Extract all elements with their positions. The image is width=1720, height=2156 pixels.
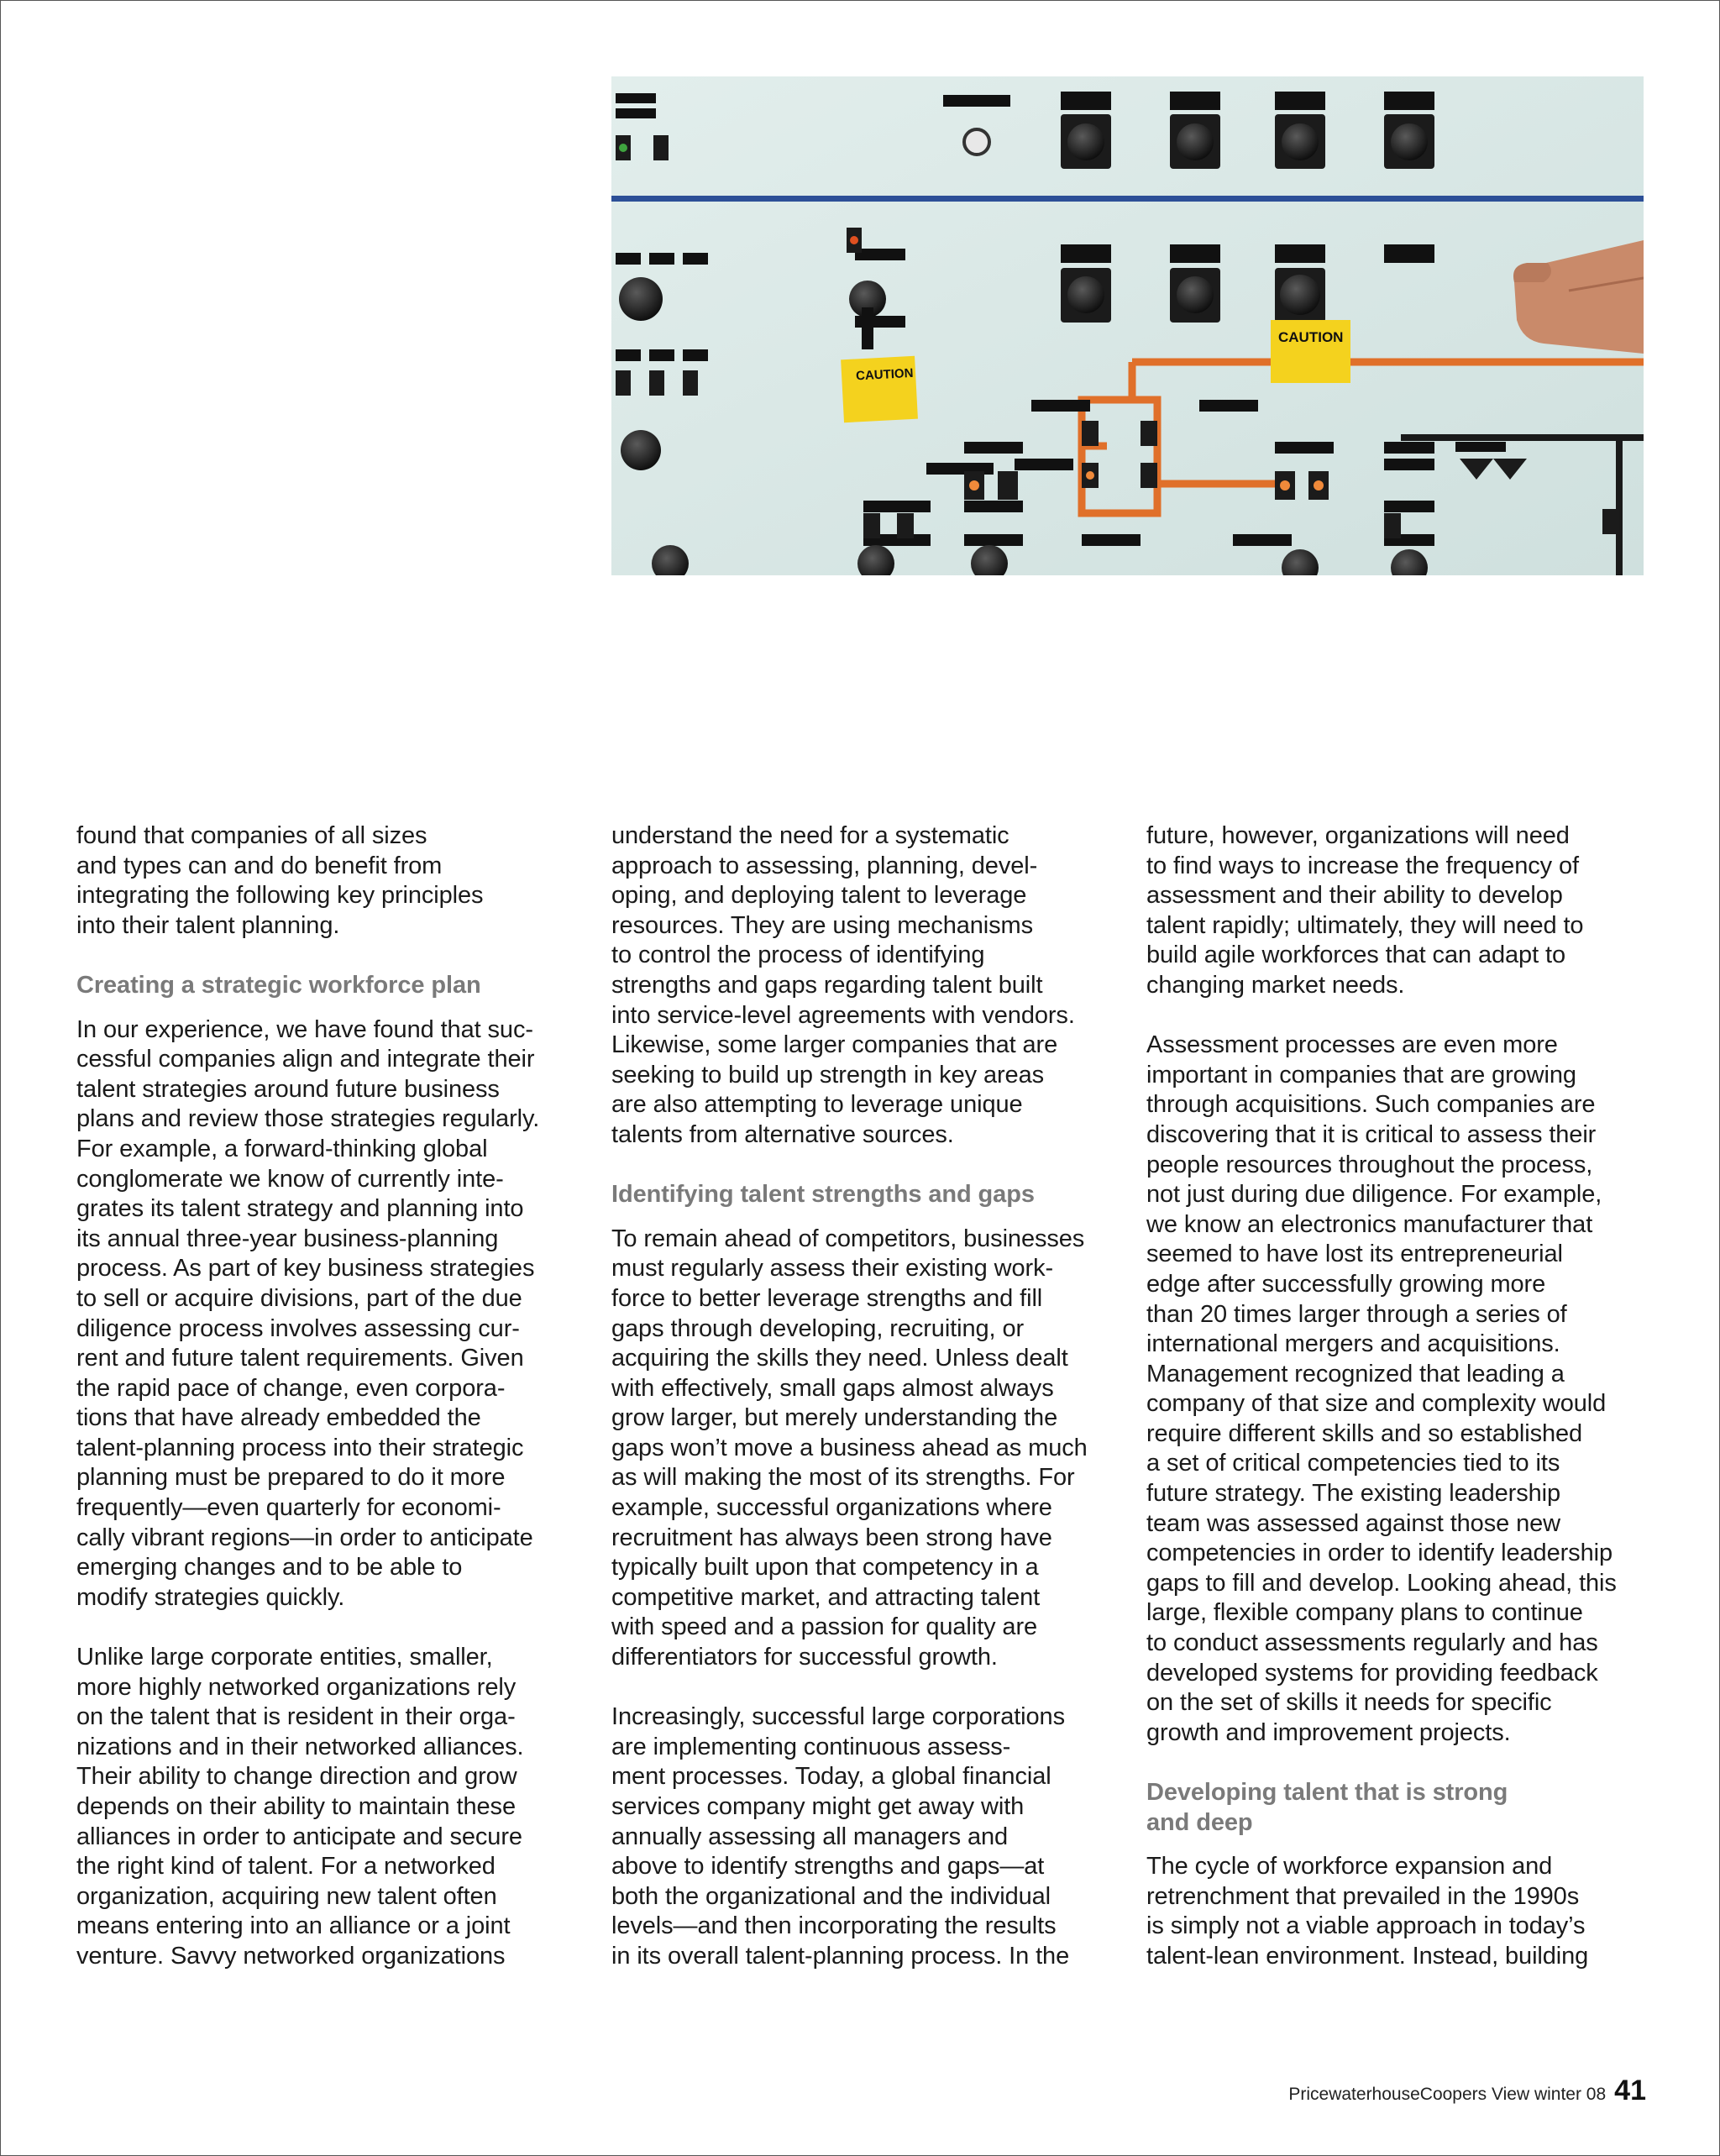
text-line: in its overall talent-planning process. In the — [611, 1942, 1070, 1970]
text-line: differentiators for successful growth. — [611, 1644, 998, 1671]
text-line: ment processes. Today, a global financial — [611, 1763, 1051, 1791]
text-line: venture. Savvy networked organizations — [76, 1942, 506, 1970]
text-line: discovering that it is critical to assess their — [1146, 1120, 1597, 1148]
text-column-1 — [76, 821, 580, 1972]
text-line: found that companies of all sizes — [76, 822, 427, 849]
text-line: cessful companies align and integrate their — [76, 1046, 535, 1073]
text-line: developed systems for providing feedback — [1146, 1659, 1598, 1687]
text-line: through acquisitions. Such companies are — [1146, 1091, 1596, 1119]
text-line: acquiring the skills they need. Unless dealt — [611, 1345, 1068, 1372]
text-line: example, successful organizations where — [611, 1494, 1052, 1522]
text-line: gaps to fill and develop. Looking ahead, this — [1146, 1569, 1617, 1597]
text-line: gaps through developing, recruiting, or — [611, 1314, 1025, 1342]
text-line: approach to assessing, planning, devel- — [611, 852, 1038, 879]
paragraph — [76, 1643, 580, 1972]
paragraph — [1146, 1852, 1650, 1971]
text-line: international mergers and acquisitions. — [1146, 1330, 1560, 1358]
paragraph — [76, 1015, 580, 1613]
text-line: Increasingly, successful large corporations — [611, 1703, 1065, 1731]
text-line: team was assessed against those new — [1146, 1509, 1560, 1537]
text-line: organization, acquiring new talent often — [76, 1882, 497, 1910]
text-line: both the organizational and the individual — [611, 1882, 1051, 1910]
heading-line: and deep — [1146, 1808, 1253, 1836]
text-line: cally vibrant regions—in order to anticipate — [76, 1524, 533, 1551]
text-line: with speed and a passion for quality are — [611, 1613, 1038, 1641]
text-line: means entering into an alliance or a joint — [76, 1912, 511, 1940]
text-line: gaps won’t move a business ahead as much — [611, 1434, 1088, 1461]
text-line: diligence process involves assessing cur- — [76, 1314, 520, 1342]
text-line: process. As part of key business strategies — [76, 1255, 535, 1283]
text-line: growth and improvement projects. — [1146, 1718, 1511, 1746]
text-column-2 — [611, 821, 1115, 1972]
text-line: assessment and their ability to develop — [1146, 882, 1563, 910]
text-line: The cycle of workforce expansion and — [1146, 1853, 1553, 1881]
text-line: Their ability to change direction and grow — [76, 1763, 517, 1791]
section-heading: Identifying talent strengths and gaps — [611, 1181, 1035, 1209]
text-line: are implementing continuous assess- — [611, 1733, 1011, 1760]
text-line: than 20 times larger through a series of — [1146, 1300, 1567, 1328]
text-line: seemed to have lost its entrepreneurial — [1146, 1241, 1563, 1268]
text-line: into service-level agreements with vendors. — [611, 1001, 1075, 1029]
text-line: to conduct assessments regularly and has — [1146, 1629, 1598, 1657]
text-line: typically built upon that competency in a — [611, 1554, 1039, 1582]
section-heading — [1146, 1778, 1650, 1838]
paragraph — [611, 1225, 1115, 1673]
text-line: future, however, organizations will need — [1146, 822, 1570, 849]
text-line: not just during due diligence. For example, — [1146, 1181, 1602, 1209]
text-line: talent strategies around future business — [76, 1075, 500, 1103]
text-line: as will making the most of its strengths. For — [611, 1464, 1075, 1492]
paragraph — [76, 821, 580, 941]
paragraph — [1146, 821, 1650, 1001]
text-line: integrating the following key principles — [76, 882, 484, 910]
text-line: must regularly assess their existing work- — [611, 1255, 1054, 1283]
text-line: Likewise, some larger companies that are — [611, 1031, 1058, 1059]
control-panel-photo — [611, 76, 1644, 575]
text-line: competencies in order to identify leadership — [1146, 1540, 1612, 1567]
text-line: more highly networked organizations rely — [76, 1673, 517, 1701]
text-line: rent and future talent requirements. Given — [76, 1345, 524, 1372]
text-line: talents from alternative sources. — [611, 1120, 954, 1148]
text-line: For example, a forward-thinking global — [76, 1135, 488, 1162]
text-line: grow larger, but merely understanding the — [611, 1404, 1058, 1432]
text-line: tions that have already embedded the — [76, 1404, 481, 1432]
text-line: the rapid pace of change, even corpora- — [76, 1374, 506, 1402]
text-line: into their talent planning. — [76, 911, 340, 939]
text-line: future strategy. The existing leadership — [1146, 1480, 1561, 1508]
text-line: talent-planning process into their strategic — [76, 1434, 524, 1461]
text-line: above to identify strengths and gaps—at — [611, 1853, 1045, 1881]
text-column-3 — [1146, 821, 1650, 1972]
text-line: strengths and gaps regarding talent built — [611, 971, 1043, 999]
heading-line: Developing talent that is strong — [1146, 1779, 1508, 1806]
text-line: its annual three-year business-planning — [76, 1225, 499, 1252]
text-line: modify strategies quickly. — [76, 1583, 345, 1611]
text-line: depends on their ability to maintain these — [76, 1793, 516, 1820]
text-line: build agile workforces that can adapt to — [1146, 942, 1565, 969]
paragraph — [1146, 1031, 1650, 1748]
section-heading: Creating a strategic workforce plan — [76, 971, 481, 999]
text-line: is simply not a viable approach in today’s — [1146, 1912, 1586, 1940]
text-line: the right kind of talent. For a networked — [76, 1853, 496, 1881]
text-line: services company might get away with — [611, 1793, 1025, 1820]
text-line: we know an electronics manufacturer that — [1146, 1210, 1593, 1238]
text-line: Management recognized that leading a — [1146, 1360, 1565, 1387]
text-line: oping, and deploying talent to leverage — [611, 882, 1027, 910]
text-line: conglomerate we know of currently inte- — [76, 1165, 504, 1193]
text-line: annually assessing all managers and — [611, 1823, 1009, 1850]
text-line: to sell or acquire divisions, part of the due — [76, 1284, 522, 1312]
text-line: emerging changes and to be able to — [76, 1554, 463, 1582]
text-line: To remain ahead of competitors, businesses — [611, 1225, 1085, 1252]
text-line: large, flexible company plans to continue — [1146, 1599, 1583, 1627]
text-line: on the set of skills it needs for specific — [1146, 1689, 1552, 1717]
page-number: 41 — [1614, 2075, 1646, 2106]
text-line: alliances in order to anticipate and secure — [76, 1823, 522, 1850]
text-line: talent-lean environment. Instead, building — [1146, 1942, 1589, 1970]
text-line: grates its talent strategy and planning into — [76, 1195, 524, 1223]
text-line: edge after successfully growing more — [1146, 1270, 1546, 1298]
text-line: important in companies that are growing — [1146, 1061, 1576, 1088]
text-line: changing market needs. — [1146, 971, 1405, 999]
publication-name: PricewaterhouseCoopers View winter 08 — [1288, 2085, 1607, 2104]
text-line: seeking to build up strength in key areas — [611, 1061, 1044, 1088]
page-footer — [1288, 2075, 1646, 2107]
text-line: levels—and then incorporating the results — [611, 1912, 1057, 1940]
text-line: and types can and do benefit from — [76, 852, 443, 879]
text-line: company of that size and complexity would — [1146, 1390, 1607, 1418]
text-line: In our experience, we have found that suc- — [76, 1015, 533, 1043]
text-line: require different skills and so established — [1146, 1419, 1583, 1447]
text-line: a set of critical competencies tied to its — [1146, 1450, 1560, 1477]
text-line: nizations and in their networked alliances. — [76, 1733, 524, 1760]
text-line: understand the need for a systematic — [611, 822, 1009, 849]
text-line: frequently—even quarterly for economi- — [76, 1494, 501, 1522]
text-line: with effectively, small gaps almost always — [611, 1374, 1054, 1402]
text-line: on the talent that is resident in their orga- — [76, 1703, 516, 1731]
text-line: retrenchment that prevailed in the 1990s — [1146, 1882, 1580, 1910]
text-line: competitive market, and attracting talent — [611, 1583, 1041, 1611]
text-line: to control the process of identifying — [611, 942, 985, 969]
caution-label-2: CAUTION — [1278, 329, 1344, 345]
text-line: Unlike large corporate entities, smaller, — [76, 1644, 493, 1671]
text-line: talent rapidly; ultimately, they will need to — [1146, 911, 1584, 939]
text-line: force to better leverage strengths and fill — [611, 1284, 1043, 1312]
text-line: Assessment processes are even more — [1146, 1031, 1558, 1059]
caution-label-1: CAUTION — [855, 365, 914, 384]
text-line: to find ways to increase the frequency of — [1146, 852, 1579, 879]
text-line: plans and review those strategies regularly. — [76, 1105, 540, 1133]
text-line: planning must be prepared to do it more — [76, 1464, 506, 1492]
text-line: are also attempting to leverage unique — [611, 1091, 1023, 1119]
paragraph — [611, 1702, 1115, 1971]
text-line: recruitment has always been strong have — [611, 1524, 1052, 1551]
text-line: people resources throughout the process, — [1146, 1151, 1593, 1178]
paragraph — [611, 821, 1115, 1151]
text-line: resources. They are using mechanisms — [611, 911, 1033, 939]
